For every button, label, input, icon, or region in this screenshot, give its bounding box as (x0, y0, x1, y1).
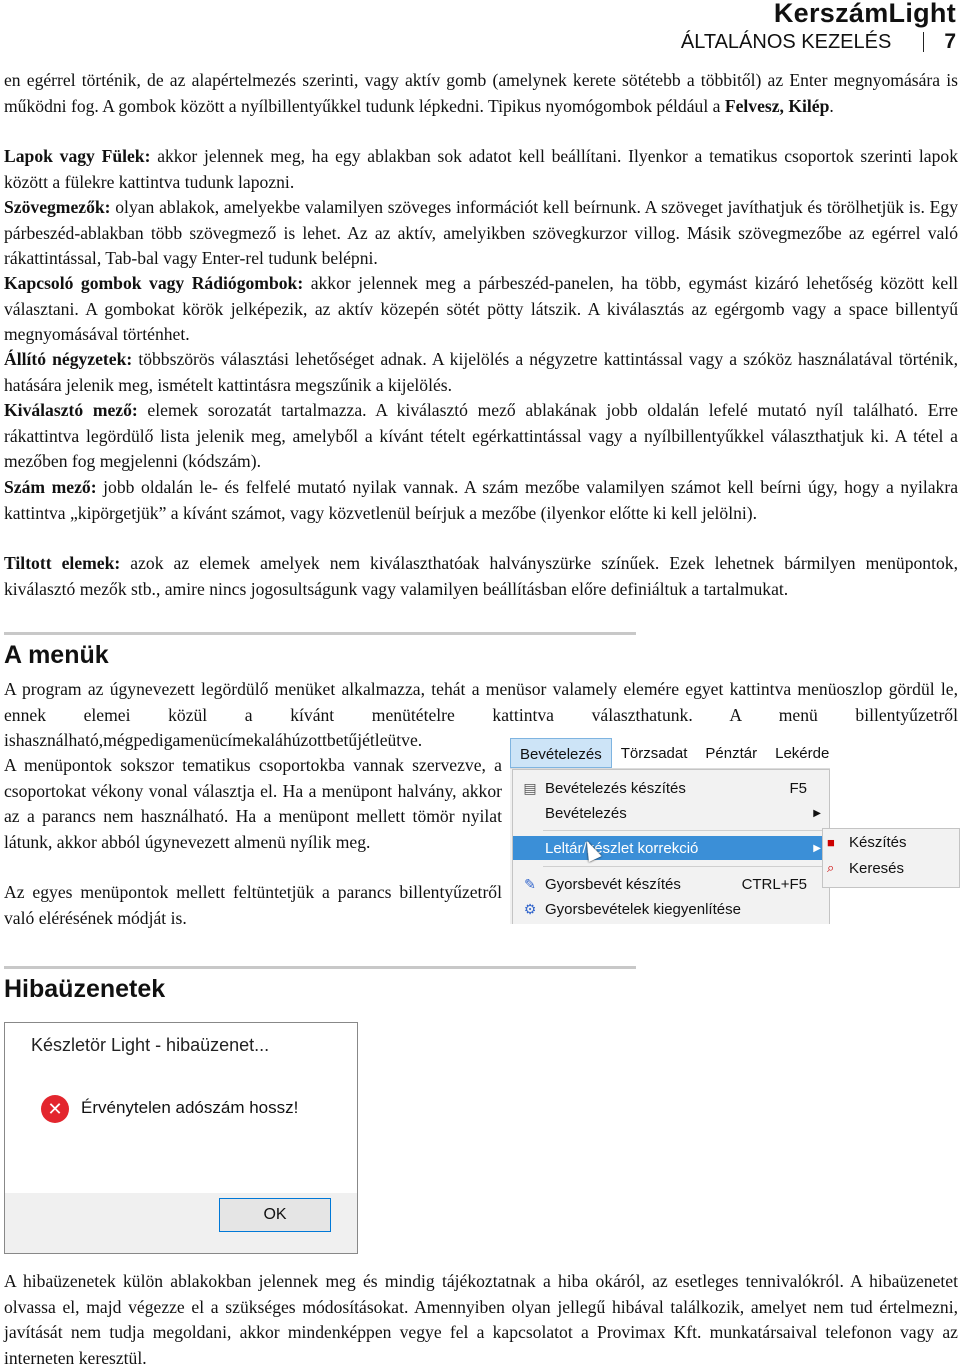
def-text: akkor jelennek meg a párbeszéd-panelen, ha több, egymást kizáró lehetőség között kell választani. A gombokat körök jelképezik, az aktív közepén sötét pötty látszik. A kiválasztás az egérgomb vagy a space billentyű megnyomásával történhet. (4, 273, 958, 344)
submenu-item-kereses[interactable] (823, 855, 959, 881)
menubar-item-torzsadat[interactable]: Törzsadat (620, 745, 688, 762)
menu-item-gyorsbevetelek-kiegyenlitese[interactable] (513, 897, 827, 921)
page-number: 7 (944, 30, 956, 53)
intro-paragraph (4, 68, 958, 119)
submenu-item-label: Készítés (849, 833, 907, 851)
def-tabs (4, 144, 958, 195)
def-text: jobb oldalán le- és felfelé mutató nyilak vannak. A szám mezőbe valamilyen számot kell beírni úgy, hogy a nyilakra kattintva „kipörgetjük” a kívánt számot, vagy közvetlenül beírjuk a mezőbe (ilyenkor előtte ki kell jelölni). (4, 477, 959, 523)
dropdown-menu (512, 769, 830, 924)
menu-item-bevetelezes[interactable] (513, 801, 827, 825)
dialog-body (5, 1069, 357, 1193)
def-term: Kiválasztó mező: (4, 400, 138, 420)
section-name: ÁLTALÁNOS KEZELÉS (680, 30, 892, 53)
def-textfields (4, 195, 958, 272)
submenu-arrow-icon: ▶ (813, 807, 821, 819)
dialog-title: Készletör Light - hibaüzenet... (5, 1023, 357, 1069)
menu-item-shortcut: F5 (789, 779, 807, 797)
def-text: többszörös választási lehetőséget adnak. A kijelölés a négyzetre kattintással vagy a szóköz használatával történik, hatására jelenik meg, ismételt kattintásra megszűnik a kijelölés. (4, 349, 958, 395)
def-term: Állító négyzetek: (4, 349, 133, 369)
dialog-message: Érvénytelen adószám hossz! (81, 1098, 299, 1117)
heading-errors: Hibaüzenetek (4, 975, 166, 1003)
submenu-item-label: Keresés (849, 859, 905, 877)
def-disabled (4, 551, 958, 602)
section-header (681, 30, 956, 54)
menubar-item-lekerdezes[interactable]: Lekérde (775, 745, 830, 762)
section-rule (4, 632, 636, 635)
menu-separator (543, 830, 823, 831)
receipt-icon: ▤ (523, 779, 537, 796)
def-number-field (4, 475, 958, 526)
dialog-footer (5, 1193, 357, 1253)
menu-item-shortcut: CTRL+F5 (741, 875, 807, 893)
def-term: Szám mező: (4, 477, 97, 497)
def-text: akkor jelennek meg, ha egy ablakban sok adatot kell beállítani. Ilyenkor a tematikus csoportok szerinti lapok között a fülekre kattintva tudunk lapozni. (4, 146, 958, 192)
menu-item-bevetelezes-keszites[interactable] (513, 776, 827, 800)
menus-paragraph-1: A program az úgynevezett legördülő menüket alkalmazza, tehát a menüsor valamely elemére egyet kattintva menüoszlop gördül le, ennek elemei közül a kívánt menütételre kattintva választhatunk. A menü billentyűzetről ishasználható,mégpedigamenücímekaláhúzottbetűjétleütve. (4, 679, 958, 750)
quick-receipt-icon: ✎ (524, 875, 536, 892)
menu-item-leltar-korrekcio[interactable] (513, 836, 827, 860)
section-rule (4, 966, 636, 969)
menu-item-label: Gyorsbevét készítés (545, 875, 681, 893)
create-icon: ■ (827, 834, 835, 850)
menu-screenshot (510, 738, 830, 924)
def-text: elemek sorozatát tartalmazza. A kiválasztó mező ablakának jobb oldalán lefelé mutató nyíl található. Erre rákattintva legördülő lista jelenik meg, amelyből a kívánt tételt egérkattintással vagy a nyílbillentyűkkel választhatjuk ki. A tétel a mezőben fog megjelenni (kódszám). (4, 400, 958, 471)
def-term: Szövegmezők: (4, 197, 111, 217)
intro-end: . (829, 95, 834, 116)
menubar (510, 738, 830, 769)
def-text: azok az elemek amelyek nem kiválaszthatóak halványszürke színűek. Ezek lehetnek bármilyen menüpontok, kiválasztó mezők stb., amire nincs jogosultságunk vagy valamilyen beállításban előre definiáltuk a tartalmukat. (4, 553, 958, 599)
menu-item-label: Gyorsbevételek kiegyenlítése (545, 900, 741, 918)
search-icon: ⌕ (827, 860, 835, 875)
error-icon: ✕ (41, 1095, 69, 1123)
menu-separator (543, 866, 823, 867)
errors-paragraph: A hibaüzenetek külön ablakokban jelennek meg és mindig tájékoztatnak a hiba okáról, az esetleges tennivalókról. A hibaüzenetet olvassa el, majd végezze el a szükséges módosításokat. Amennyiben olyan jellegű hibával találkozik, amelyet nem tud értelmezni, javítását nem tudja megoldani, akkor mindenképpen vegye fel a kapcsolatot a Provimax Kft. munkatársaival telefonon vagy az interneten keresztül. (4, 1271, 958, 1368)
menubar-item-penztar[interactable]: Pénztár (705, 745, 758, 762)
submenu-arrow-icon: ▶ (813, 842, 821, 854)
heading-menus: A menük (4, 641, 109, 669)
settle-icon: ⚙ (523, 900, 537, 917)
menu-item-label: Bevételezés (545, 804, 627, 822)
def-combobox (4, 398, 958, 475)
ok-button[interactable]: OK (219, 1198, 331, 1232)
menu-item-label: Leltár/készlet korrekció (545, 839, 699, 857)
menu-item-gyorsbevet-keszites[interactable] (513, 872, 827, 896)
def-term: Kapcsoló gombok vagy Rádiógombok: (4, 273, 304, 293)
def-term: Lapok vagy Fülek: (4, 146, 151, 166)
menubar-item-bevetelezes[interactable]: Bevételezés (510, 738, 612, 768)
def-term: Tiltott elemek: (4, 553, 121, 573)
error-dialog (4, 1022, 358, 1254)
header-divider (923, 32, 924, 52)
submenu (822, 828, 960, 888)
def-checkbox (4, 347, 958, 398)
def-text: olyan ablakok, amelyekbe valamilyen szöveges információt kell beírnunk. A szöveget javíthatjuk és törölhetjük is. Egy párbeszéd-ablakban több szövegmező is lehet. Az az aktív, amelyikben szövegkurzor villog. Másik szövegmezőbe az egérrel való rákattintással, Tab-bal vagy Enter-rel tudunk belépni. (4, 197, 958, 268)
document-title: KerszámLight (773, 0, 956, 28)
intro-bold-buttons: Felvesz, Kilép (724, 95, 830, 116)
menus-paragraph-2: A menüpontok sokszor tematikus csoportokba vannak szervezve, a csoportokat vékony vonal választja el. Ha a menüpont halvány, akkor az a parancs nem használható. Ha a menüpont mellett tömör nyilat látunk, akkor abból úgynevezett almenü nyílik meg. (4, 755, 502, 852)
intro-text: en egérrel történik, de az alapértelmezés szerinti, vagy aktív gomb (amelynek kerete sötétebb a többitől) az Enter megnyomására is működni fog. A gombok között a nyílbillentyűkkel tudunk lépkedni. Tipikus nyomógombok például a (4, 70, 958, 116)
submenu-item-keszites[interactable] (823, 829, 959, 855)
menu-item-label: Bevételezés készítés (545, 779, 686, 797)
menus-paragraph-3: Az egyes menüpontok mellett feltüntetjük a parancs billentyűzetről való elérésének módját is. (4, 882, 502, 928)
def-radio (4, 271, 958, 348)
